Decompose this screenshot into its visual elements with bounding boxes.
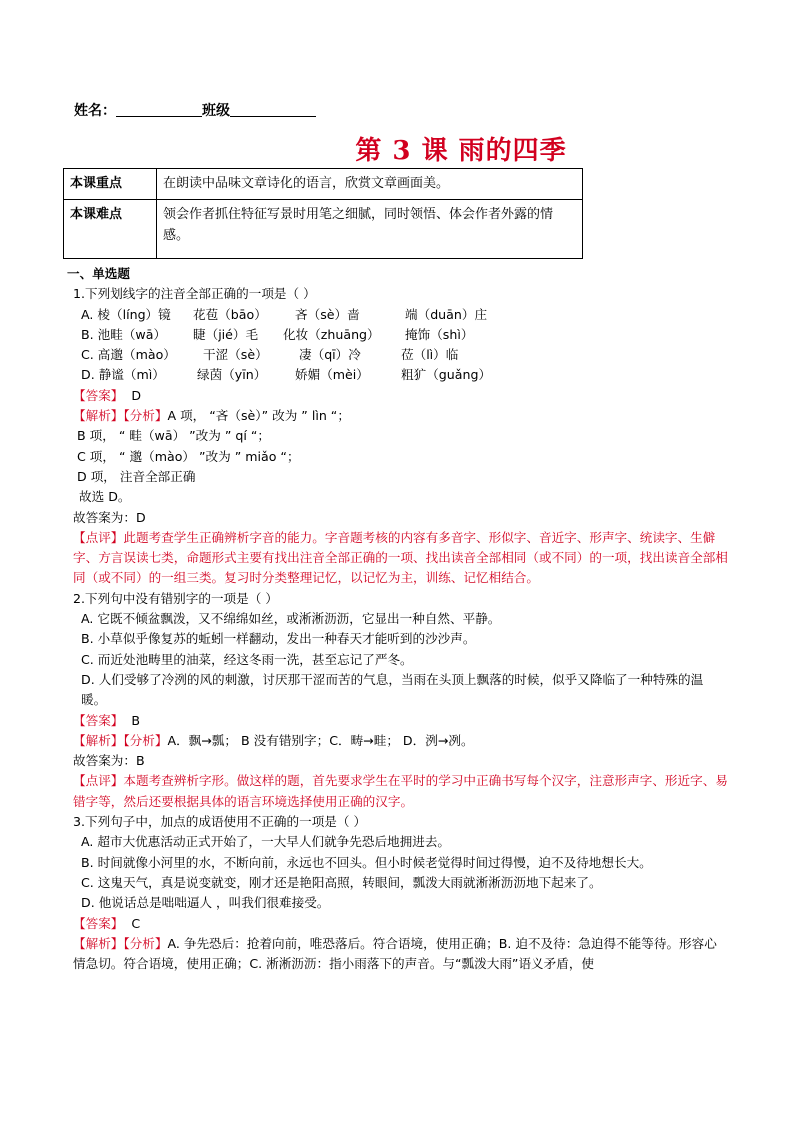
- key-point-text: 在朗读中品味文章诗化的语言，欣赏文章画面美。: [157, 169, 583, 200]
- exercise-content: [67, 264, 728, 974]
- question-1-comment: 【点评】此题考查学生正确辨析字音的能力。字音题考核的内容有多音字、形似字、音近字、形声字、统读字、生僻字、方言误读七类，命题形式主要有找出注音全部正确的一项、找出读音全部相同（或不同）的一项，找出读音全部相同（或不同）的一组三类。复习时分类整理记忆，以记忆为主，训练、记忆相结合。: [73, 529, 728, 586]
- question-1-option-c: C. 高邈（mào） 干涩（sè） 凄（qī）冷 莅（lì）临: [81, 347, 459, 363]
- question-1-option-a: A. 棱（líng）镜 花苞（bāo） 吝（sè）啬 端（duān）庄: [81, 306, 488, 322]
- question-2-final-answer: 故答案为：B: [73, 753, 145, 769]
- question-1-analysis-b: B 项， “ 畦（wā） ”改为 ” qí “；: [77, 428, 271, 444]
- question-2-option-d: D. 人们受够了冷洌的风的刺激，讨厌那干涩而苦的气息，当雨在头顶上飘落的时候，似乎又降临了一种特殊的温暖。: [81, 671, 704, 708]
- lesson-title: 第 3 课 雨的四季: [355, 136, 567, 166]
- table-row: [64, 169, 583, 200]
- goals-table: [63, 168, 583, 259]
- name-blank[interactable]: [116, 102, 202, 117]
- name-class-line: [74, 100, 316, 120]
- section-heading: 一、单选题: [67, 266, 130, 281]
- question-1-analysis-d: D 项， 注音全部正确: [77, 468, 196, 484]
- question-1-option-d: D. 静谧（mì） 绿茵（yīn） 娇媚（mèi） 粗犷（guǎng）: [81, 367, 492, 383]
- question-3-analysis: 【解析】【分析】A. 争先恐后：抢着向前，唯恐落后。符合语境，使用正确；B. 迫不及待：急迫得不能等待。形容心情急切。符合语境，使用正确；C. 淅淅沥沥：指小雨落下的声音。与“瓢泼大雨”语义矛盾，使: [73, 935, 717, 972]
- question-2-comment: 【点评】本题考查辨析字形。做这样的题，首先要求学生在平时的学习中正确书写每个汉字，注意形声字、形近字、易错字等，然后还要根据具体的语言环境选择使用正确的汉字。: [73, 773, 728, 809]
- question-2-option-b: B. 小草似乎像复苏的蚯蚓一样翻动，发出一种春天才能听到的沙沙声。: [81, 631, 476, 647]
- table-row: [64, 200, 583, 259]
- question-3-answer: 【答案】 C: [73, 915, 141, 931]
- question-3-option-a: A. 超市大优惠活动正式开始了，一大早人们就争先恐后地拥进去。: [81, 834, 451, 850]
- class-label: 班级: [202, 103, 230, 119]
- question-3-option-d: D. 他说话总是咄咄逼人 ，叫我们很难接受。: [81, 895, 330, 911]
- question-2-stem: 2.下列句中没有错别字的一项是（ ）: [73, 590, 278, 606]
- question-1-analysis-c: C 项， “ 邈（mào） ”改为 ” miǎo “；: [77, 448, 300, 464]
- question-1-conclusion: 故选 D。: [79, 489, 131, 505]
- question-1-stem: 1.下列划线字的注音全部正确的一项是（ ）: [73, 286, 316, 302]
- question-2-answer: 【答案】 B: [73, 712, 141, 728]
- question-1-option-b: B. 池畦（wā） 睫（jié）毛 化妆（zhuāng） 掩饰（shì）: [81, 326, 474, 342]
- question-2-option-a: A. 它既不倾盆飘泼，又不绵绵如丝，或淅淅沥沥，它显出一种自然、平静。: [81, 611, 501, 627]
- difficulty-label: 本课难点: [64, 200, 157, 259]
- name-label: 姓名：: [74, 103, 116, 119]
- question-1-analysis: 【解析】【分析】A 项， “吝（sè）” 改为 ” lìn “；: [73, 408, 350, 424]
- key-point-label: 本课重点: [64, 169, 157, 200]
- class-blank[interactable]: [230, 102, 316, 117]
- difficulty-text: 领会作者抓住特征写景时用笔之细腻，同时领悟、体会作者外露的情感。: [157, 200, 583, 259]
- question-1-answer: 【答案】 D: [73, 387, 142, 403]
- question-3-option-b: B. 时间就像小河里的水，不断向前，永远也不回头。但小时候老觉得时间过得慢，迫不及待地想长大。: [81, 854, 652, 870]
- question-3-option-c: C. 这鬼天气，真是说变就变，刚才还是艳阳高照，转眼间，瓢泼大雨就淅淅沥沥地下起来了。: [81, 874, 602, 890]
- question-1-final-answer: 故答案为：D: [73, 509, 146, 525]
- question-3-stem: 3.下列句子中，加点的成语使用不正确的一项是（ ）: [73, 814, 367, 830]
- question-2-option-c: C. 而近处池畴里的油菜，经这冬雨一洗，甚至忘记了严冬。: [81, 651, 413, 667]
- question-2-analysis: 【解析】【分析】A．飘→瓢； B 没有错别字；C．畴→畦； D．洌→冽。: [73, 732, 474, 748]
